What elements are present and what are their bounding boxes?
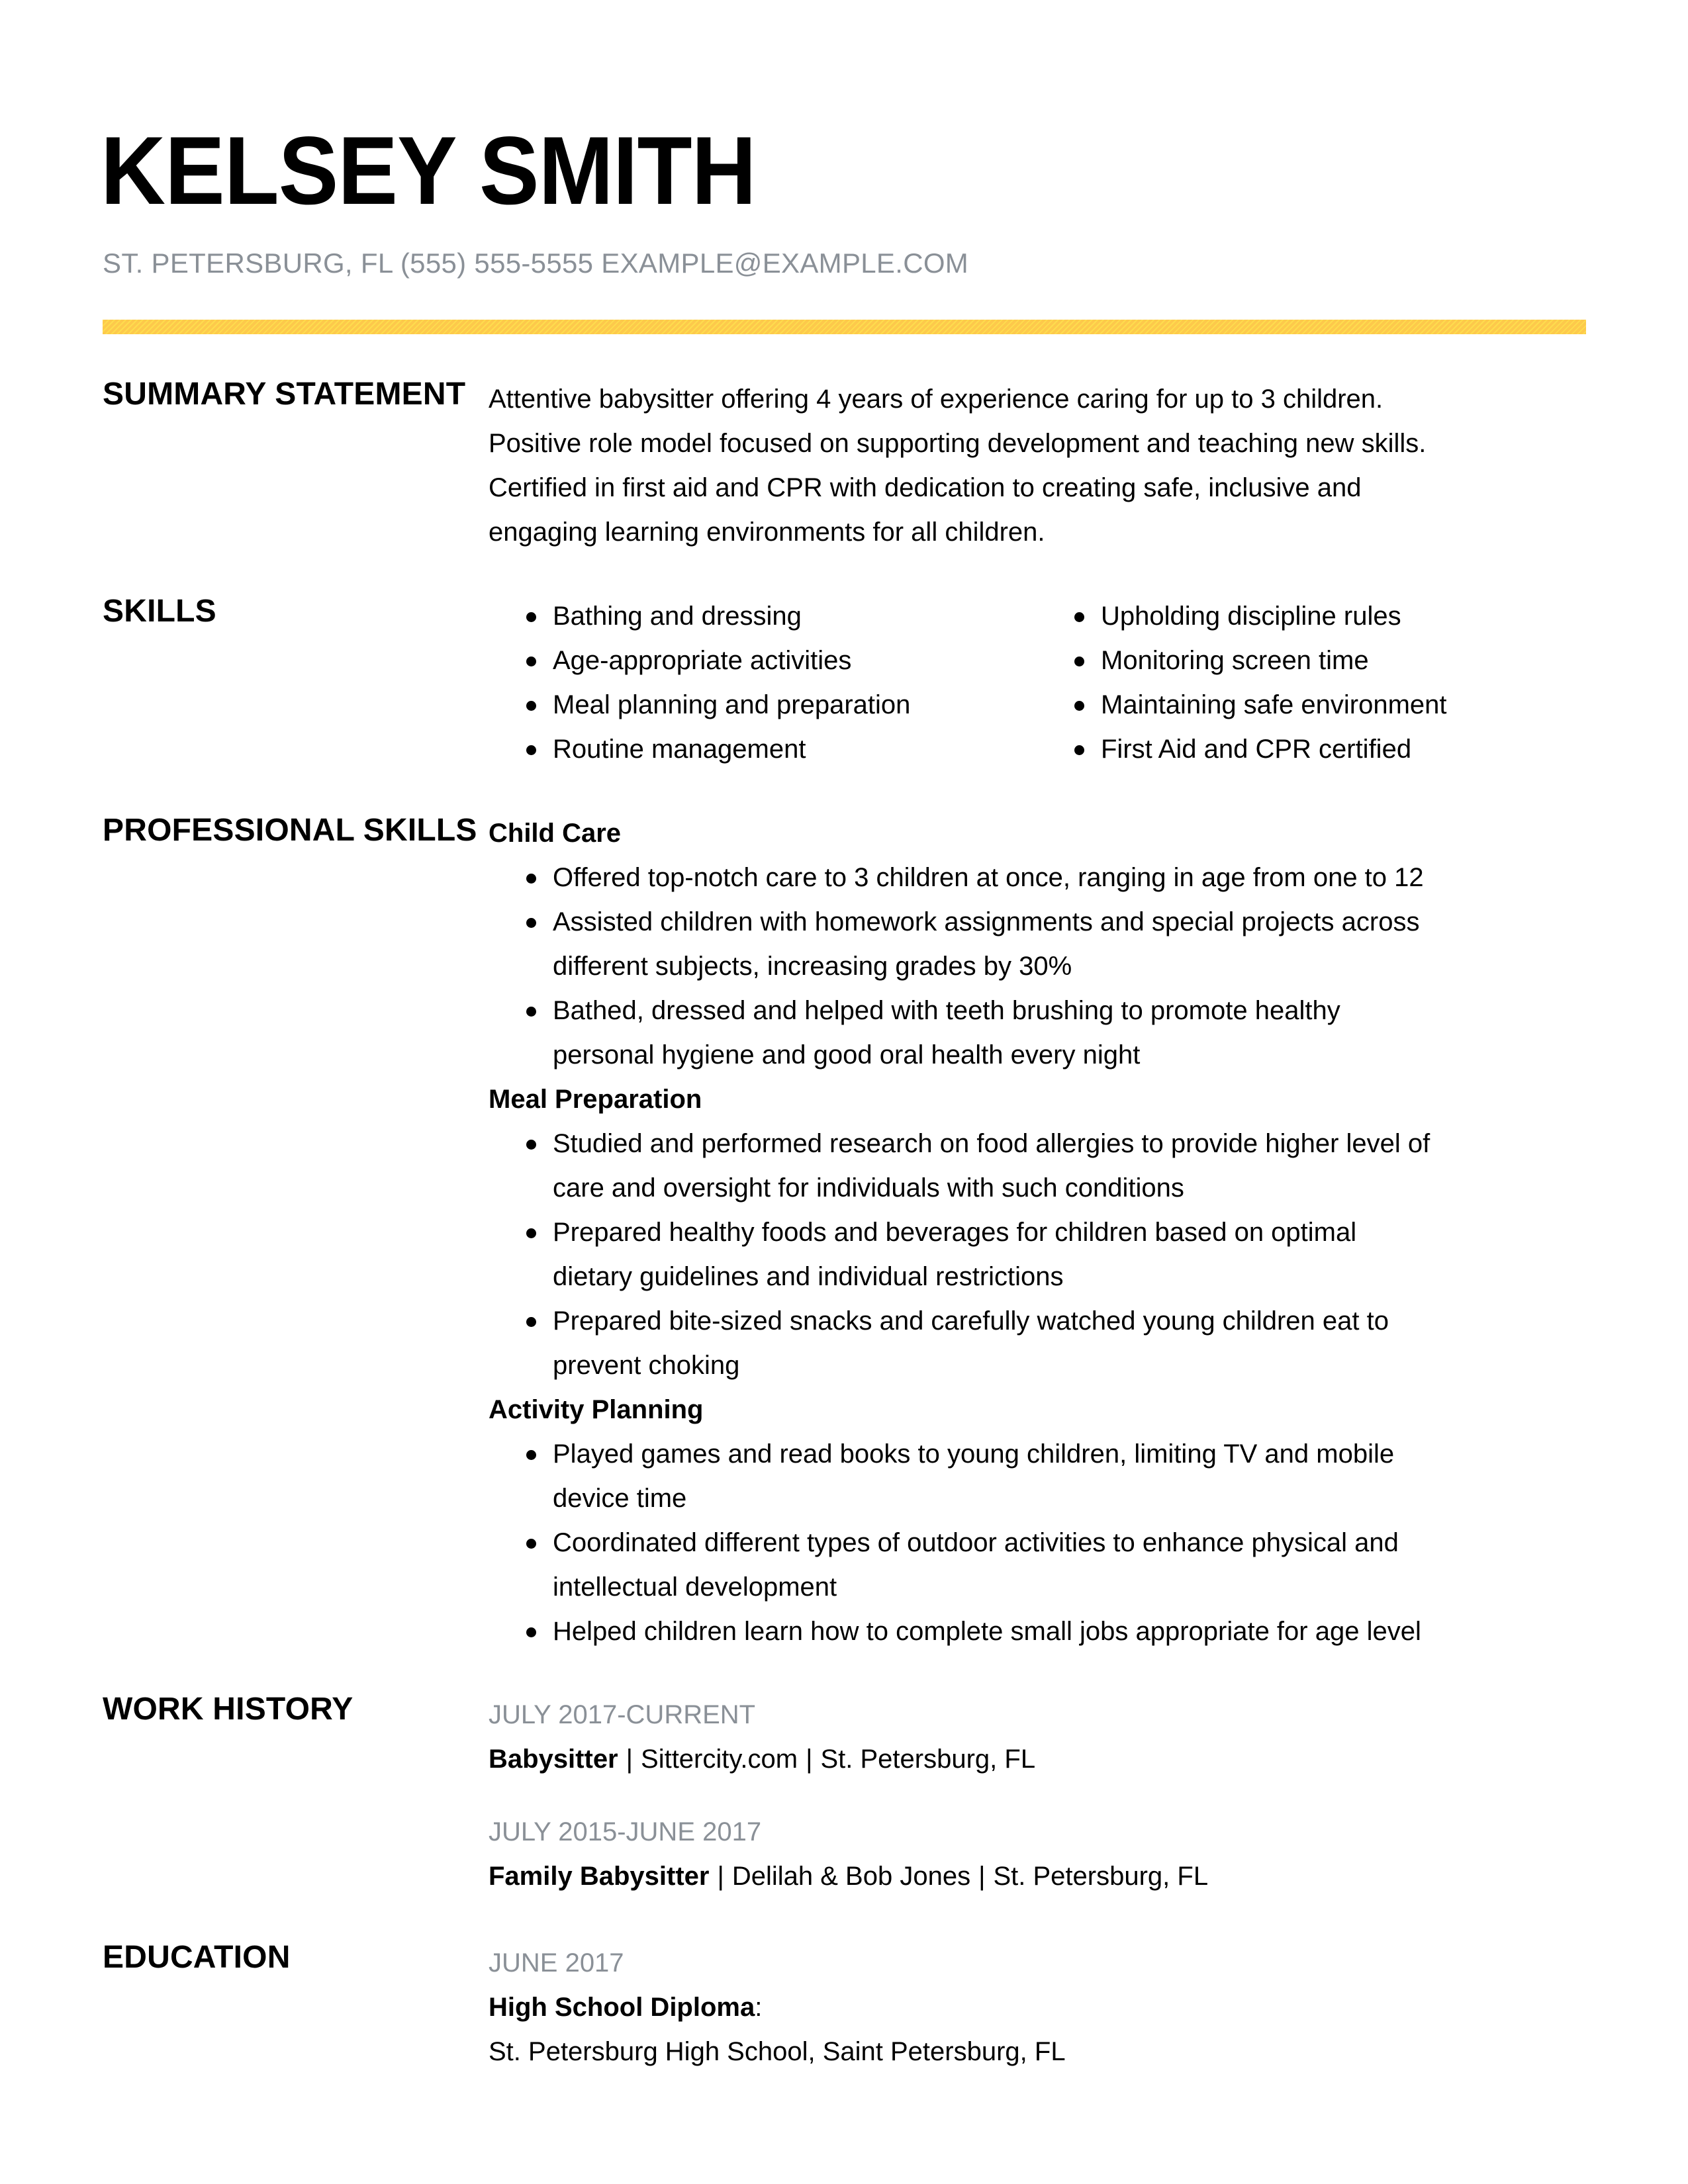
- bullet-item: Studied and performed research on food allergies to provide higher level of care and oversight for individuals with such conditions: [489, 1122, 1587, 1210]
- job-location: St. Petersburg, FL: [820, 1745, 1036, 1774]
- bullet-item: Assisted children with homework assignments and special projects across different subjects, increasing grades by 30%: [489, 900, 1587, 989]
- bullet-icon: [526, 874, 536, 884]
- education-school: St. Petersburg High School, Saint Petersburg, FL: [489, 2037, 1066, 2066]
- summary-line: Attentive babysitter offering 4 years of experience caring for up to 3 children.: [489, 385, 1383, 414]
- skills-list: [489, 594, 1587, 772]
- summary-line: Positive role model focused on supporting development and teaching new skills.: [489, 429, 1427, 458]
- education-entry: [489, 1941, 1587, 2074]
- bullet-icon: [526, 1539, 536, 1549]
- job-employer: Delilah & Bob Jones: [731, 1862, 971, 1891]
- skill-group-heading: Child Care: [489, 819, 622, 848]
- bullet-icon: [526, 657, 536, 666]
- bullet-item: Offered top-notch care to 3 children at once, ranging in age from one to 12: [489, 856, 1587, 900]
- work-history-entry: [489, 1810, 1587, 1899]
- section-title-work-history: WORK HISTORY: [103, 1692, 353, 1727]
- summary-text: [489, 377, 1587, 555]
- bullet-icon: [526, 701, 536, 711]
- bullet-icon: [1074, 745, 1084, 755]
- job-dates: JULY 2015-JUNE 2017: [489, 1817, 762, 1846]
- job-employer: Sittercity.com: [641, 1745, 798, 1774]
- skill-group-heading: Activity Planning: [489, 1395, 704, 1424]
- bullet-icon: [1074, 612, 1084, 622]
- section-title-education: EDUCATION: [103, 1940, 291, 1975]
- job-dates: JULY 2017-CURRENT: [489, 1700, 756, 1729]
- separator: |: [626, 1745, 633, 1774]
- contact-info: ST. PETERSBURG, FL (555) 555-5555 EXAMPLE@EXAMPLE.COM: [103, 248, 969, 279]
- bullet-item: Prepared healthy foods and beverages for children based on optimal dietary guidelines and individual restrictions: [489, 1210, 1587, 1299]
- skill-item: Routine management: [489, 727, 1037, 772]
- bullet-icon: [526, 1450, 536, 1460]
- bullet-icon: [1074, 701, 1084, 711]
- bullet-icon: [526, 1627, 536, 1637]
- bullet-icon: [1074, 657, 1084, 666]
- bullet-icon: [526, 1228, 536, 1238]
- skills-column-1: [489, 594, 1037, 772]
- skill-item: First Aid and CPR certified: [1037, 727, 1585, 772]
- job-details: [489, 1854, 1587, 1899]
- skill-item: Age-appropriate activities: [489, 639, 1037, 683]
- skill-item: Monitoring screen time: [1037, 639, 1585, 683]
- bullet-item: Coordinated different types of outdoor activities to enhance physical and intellectual development: [489, 1521, 1587, 1610]
- skill-item: Upholding discipline rules: [1037, 594, 1585, 639]
- skill-group-heading: Meal Preparation: [489, 1085, 702, 1114]
- bullet-item: Played games and read books to young children, limiting TV and mobile device time: [489, 1432, 1587, 1521]
- bullet-icon: [526, 612, 536, 622]
- job-details: [489, 1737, 1587, 1782]
- job-role: Family Babysitter: [489, 1862, 710, 1891]
- skill-group-bullets: [489, 856, 1587, 1077]
- professional-skills-content: [489, 811, 1587, 1654]
- section-title-summary: SUMMARY STATEMENT: [103, 377, 466, 412]
- summary-line: engaging learning environments for all children.: [489, 518, 1045, 547]
- separator: |: [806, 1745, 813, 1774]
- skills-column-2: [1037, 594, 1585, 772]
- education-degree-line: [489, 1985, 1587, 2030]
- skill-group-bullets: [489, 1122, 1587, 1388]
- section-title-professional-skills: PROFESSIONAL SKILLS: [103, 813, 477, 848]
- education-date: JUNE 2017: [489, 1948, 624, 1978]
- bullet-item: Helped children learn how to complete small jobs appropriate for age level: [489, 1610, 1587, 1654]
- skill-item: Meal planning and preparation: [489, 683, 1037, 727]
- accent-divider: [103, 320, 1586, 334]
- section-title-skills: SKILLS: [103, 594, 216, 629]
- skill-group-bullets: [489, 1432, 1587, 1654]
- bullet-icon: [526, 1007, 536, 1017]
- bullet-item: Bathed, dressed and helped with teeth brushing to promote healthy personal hygiene and good oral health every night: [489, 989, 1587, 1077]
- education-degree: High School Diploma: [489, 1993, 755, 2022]
- work-history-entry: [489, 1693, 1587, 1782]
- bullet-icon: [526, 1140, 536, 1150]
- summary-line: Certified in first aid and CPR with dedication to creating safe, inclusive and: [489, 473, 1362, 502]
- bullet-icon: [526, 1317, 536, 1327]
- skill-item: Bathing and dressing: [489, 594, 1037, 639]
- bullet-icon: [526, 918, 536, 928]
- job-role: Babysitter: [489, 1745, 618, 1774]
- candidate-name: KELSEY SMITH: [101, 116, 756, 224]
- bullet-item: Prepared bite-sized snacks and carefully watched young children eat to prevent choking: [489, 1299, 1587, 1388]
- degree-suffix: :: [755, 1993, 763, 2022]
- separator: |: [717, 1862, 724, 1891]
- bullet-icon: [526, 745, 536, 755]
- separator: |: [978, 1862, 986, 1891]
- job-location: St. Petersburg, FL: [993, 1862, 1209, 1891]
- skill-item: Maintaining safe environment: [1037, 683, 1585, 727]
